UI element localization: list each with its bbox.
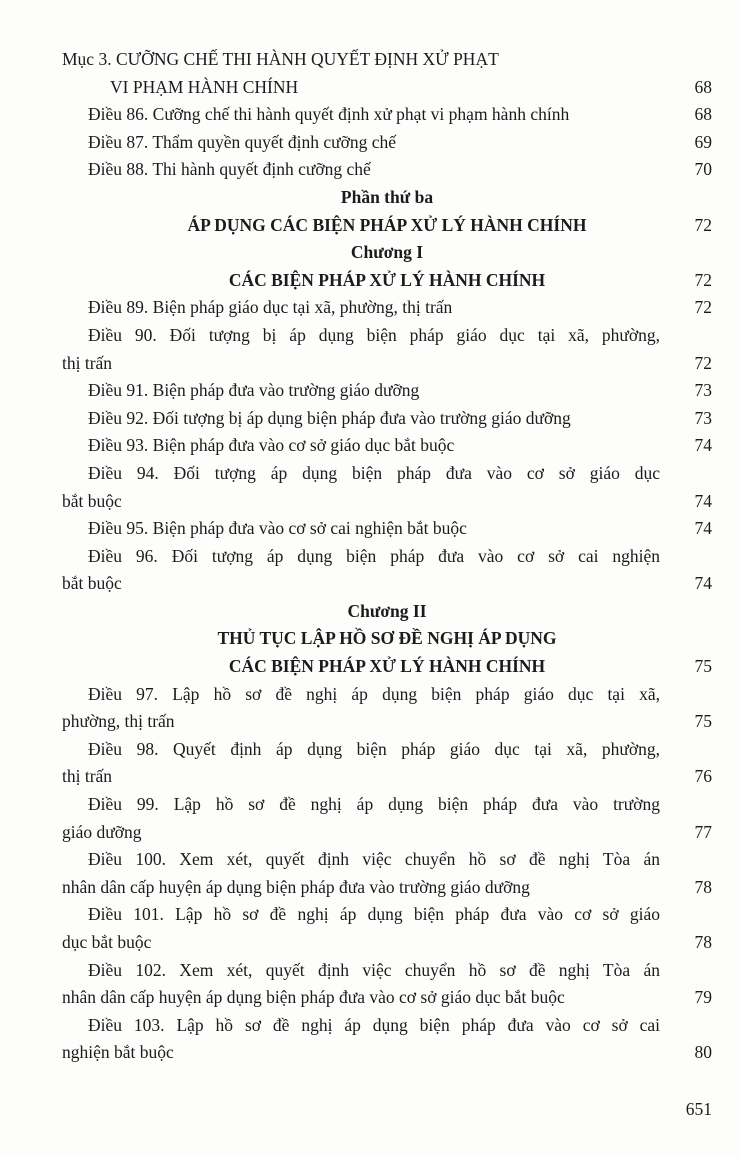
toc-page-number: 74	[694, 573, 712, 594]
toc-page-number: 75	[694, 656, 712, 677]
toc-article-entry	[62, 129, 712, 157]
toc-entry-line: dục bắt buộc	[62, 932, 152, 952]
toc-entry-line: Điều 86. Cưỡng chế thi hành quyết định xử phạt vi phạm hành chính	[88, 104, 570, 125]
toc-article-entry	[62, 1012, 712, 1067]
toc-page-number: 69	[694, 131, 712, 152]
toc-entry-line: Điều 91. Biện pháp đưa vào trường giáo dưỡng	[88, 380, 420, 401]
toc-entry-line: Điều 97. Lập hồ sơ đề nghị áp dụng biện pháp giáo dục tại xã,	[88, 683, 660, 704]
toc-section-heading	[62, 46, 712, 101]
toc-article-entry	[62, 156, 712, 184]
toc-centered-heading	[62, 184, 712, 212]
toc-article-entry	[62, 101, 712, 129]
toc-article-entry	[62, 515, 712, 543]
toc-entry-line: Điều 102. Xem xét, quyết định việc chuyển hồ sơ đề nghị Tòa án	[88, 959, 660, 980]
toc-page-number: 72	[694, 297, 712, 318]
toc-page-number: 78	[694, 932, 712, 952]
toc-page-number: 74	[694, 490, 712, 511]
toc-entry-line: bắt buộc	[62, 490, 122, 511]
toc-entry-line: THỦ TỤC LẬP HỒ SƠ ĐỀ NGHỊ ÁP DỤNG	[217, 628, 557, 649]
toc-article-entry	[62, 846, 712, 901]
toc-entry-line: Điều 95. Biện pháp đưa vào cơ sở cai nghiện bắt buộc	[88, 518, 467, 539]
toc-centered-heading	[62, 212, 712, 240]
toc-entry-line: CÁC BIỆN PHÁP XỬ LÝ HÀNH CHÍNH	[228, 656, 546, 677]
toc-centered-heading	[62, 267, 712, 295]
toc-entry-line: Chương I	[350, 242, 424, 263]
toc-entry-line: ÁP DỤNG CÁC BIỆN PHÁP XỬ LÝ HÀNH CHÍNH	[187, 214, 587, 235]
toc-entry-line: nhân dân cấp huyện áp dụng biện pháp đưa vào cơ sở giáo dục bắt buộc	[62, 987, 565, 1008]
toc-entry-line: Điều 101. Lập hồ sơ đề nghị áp dụng biện pháp đưa vào cơ sở giáo	[88, 904, 660, 925]
toc-page-number: 79	[694, 987, 712, 1008]
toc-page-number: 76	[694, 766, 712, 787]
toc-entry-line: CÁC BIỆN PHÁP XỬ LÝ HÀNH CHÍNH	[228, 269, 546, 290]
toc-page-number: 77	[694, 821, 712, 842]
toc-page-number: 72	[694, 352, 712, 373]
toc-entry-line: Điều 88. Thi hành quyết định cưỡng chế	[88, 159, 371, 180]
table-of-contents	[62, 46, 712, 1067]
toc-entry-line: VI PHẠM HÀNH CHÍNH	[110, 76, 299, 97]
toc-page-number: 78	[694, 876, 712, 897]
toc-article-entry	[62, 405, 712, 433]
toc-article-entry	[62, 432, 712, 460]
toc-page-number: 70	[694, 159, 712, 180]
toc-page-number: 73	[694, 380, 712, 401]
toc-article-entry	[62, 322, 712, 377]
toc-page-number: 75	[694, 711, 712, 732]
toc-entry-line: phường, thị trấn	[62, 711, 175, 732]
toc-article-entry	[62, 791, 712, 846]
toc-entry-line: nhân dân cấp huyện áp dụng biện pháp đưa vào trường giáo dưỡng	[62, 876, 530, 897]
toc-entry-line: Phần thứ ba	[340, 186, 434, 207]
toc-page-number: 72	[694, 214, 712, 235]
toc-article-entry	[62, 736, 712, 791]
toc-centered-heading	[62, 625, 712, 653]
toc-entry-line: bắt buộc	[62, 573, 122, 594]
toc-article-entry	[62, 294, 712, 322]
toc-entry-line: Điều 96. Đối tượng áp dụng biện pháp đưa vào cơ sở cai nghiện	[88, 545, 660, 566]
toc-article-entry	[62, 957, 712, 1012]
toc-centered-heading	[62, 239, 712, 267]
toc-article-entry	[62, 543, 712, 598]
toc-entry-line: Điều 94. Đối tượng áp dụng biện pháp đưa vào cơ sở giáo dục	[88, 462, 660, 483]
toc-page-number: 80	[694, 1042, 712, 1063]
toc-entry-line: Điều 103. Lập hồ sơ đề nghị áp dụng biện pháp đưa vào cơ sở cai	[88, 1014, 660, 1035]
toc-entry-line: Điều 89. Biện pháp giáo dục tại xã, phường, thị trấn	[88, 297, 453, 318]
toc-page-number: 74	[694, 435, 712, 456]
toc-entry-line: Điều 90. Đối tượng bị áp dụng biện pháp giáo dục tại xã, phường,	[88, 324, 660, 345]
toc-entry-line: thị trấn	[62, 352, 113, 373]
toc-page-number: 73	[694, 407, 712, 428]
toc-article-entry	[62, 901, 712, 956]
toc-entry-line: Điều 100. Xem xét, quyết định việc chuyển hồ sơ đề nghị Tòa án	[88, 849, 660, 870]
toc-article-entry	[62, 460, 712, 515]
toc-article-entry	[62, 377, 712, 405]
toc-entry-line: Điều 98. Quyết định áp dụng biện pháp giáo dục tại xã, phường,	[88, 738, 660, 759]
toc-entry-line: Điều 99. Lập hồ sơ đề nghị áp dụng biện pháp đưa vào trường	[88, 794, 660, 815]
toc-centered-heading	[62, 598, 712, 626]
toc-page-number: 72	[694, 269, 712, 290]
folio-page-number: 651	[685, 1099, 712, 1119]
toc-page-number: 68	[694, 76, 712, 97]
toc-entry-line: Mục 3. CƯỠNG CHẾ THI HÀNH QUYẾT ĐỊNH XỬ PHẠT	[62, 49, 499, 69]
toc-article-entry	[62, 681, 712, 736]
toc-entry-line: Chương II	[347, 600, 427, 621]
toc-page-number: 68	[694, 104, 712, 125]
toc-entry-line: Điều 93. Biện pháp đưa vào cơ sở giáo dục bắt buộc	[88, 435, 455, 456]
toc-entry-line: Điều 87. Thẩm quyền quyết định cưỡng chế	[88, 131, 397, 152]
toc-entry-line: nghiện bắt buộc	[62, 1042, 174, 1063]
toc-entry-line: giáo dưỡng	[62, 821, 142, 842]
toc-entry-line: Điều 92. Đối tượng bị áp dụng biện pháp đưa vào trường giáo dưỡng	[88, 407, 571, 428]
toc-entry-line: thị trấn	[62, 766, 113, 787]
page-footer	[686, 1096, 712, 1124]
toc-page-number: 74	[694, 518, 712, 539]
toc-centered-heading	[62, 653, 712, 681]
